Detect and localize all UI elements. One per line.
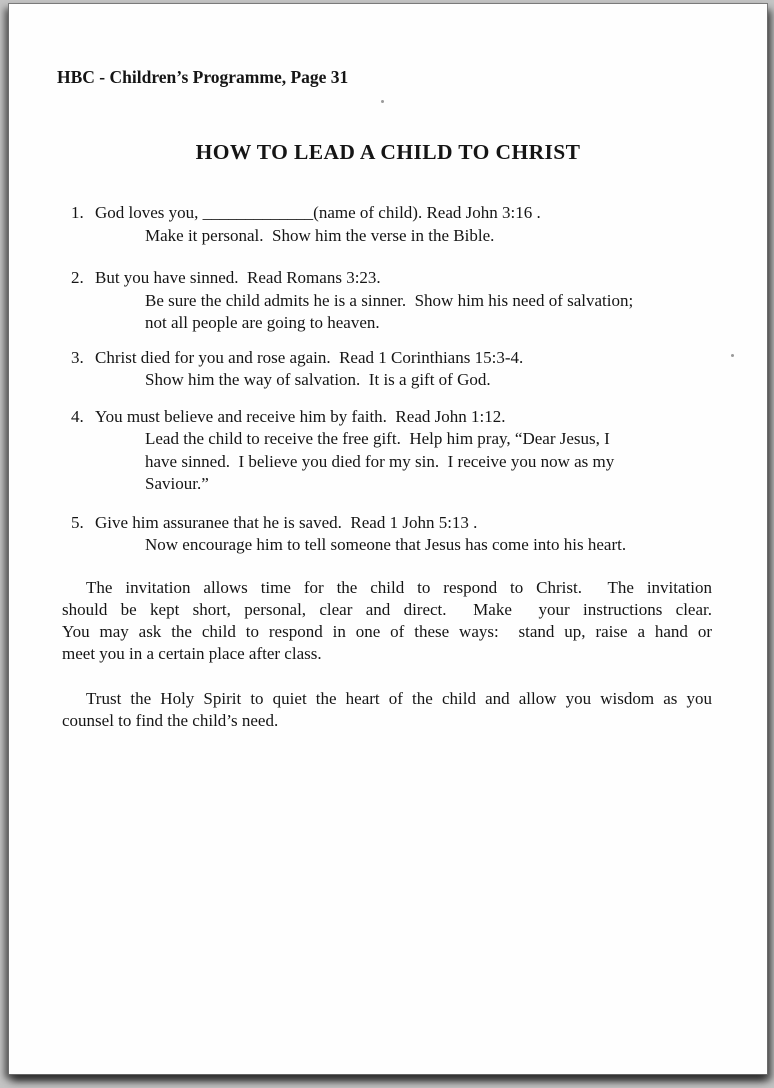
paragraph-trust: [62, 688, 712, 733]
list-item-3: [71, 347, 727, 392]
paragraph-line: counsel to find the child’s need.: [62, 710, 279, 730]
list-item-number: 3.: [71, 347, 84, 367]
list-item-lead: But you have sinned. Read Romans 3:23.: [95, 268, 381, 287]
list-item-detail: have sinned. I believe you died for my sin. I receive you now as my: [145, 451, 615, 471]
scan-speck: [381, 100, 384, 103]
list-item-number: 2.: [71, 268, 84, 287]
paragraph-line: meet you in a certain place after class.: [62, 644, 322, 664]
list-item-lead: God loves you, _____________(name of child). Read John 3:16 .: [95, 203, 541, 222]
list-item-1: [71, 202, 727, 247]
list-item-lead: You must believe and receive him by faith. Read John 1:12.: [95, 406, 506, 426]
numbered-list: [9, 202, 767, 557]
list-item-detail: Show him the way of salvation. It is a gift of God.: [145, 370, 491, 389]
paragraph-invitation: [62, 577, 712, 666]
list-item-number: 4.: [71, 406, 84, 426]
list-item-detail: Make it personal. Show him the verse in the Bible.: [145, 225, 495, 245]
document-page: [9, 4, 767, 1074]
page-header: HBC - Children’s Programme, Page 31: [57, 67, 349, 87]
list-item-number: 1.: [71, 203, 84, 222]
list-item-lead: Give him assuranee that he is saved. Read 1 John 5:13 .: [95, 512, 478, 532]
list-item-detail: Lead the child to receive the free gift. Help him pray, “Dear Jesus, I: [145, 429, 610, 448]
list-item-detail: Now encourage him to tell someone that Jesus has come into his heart.: [145, 535, 627, 554]
paragraph-line: You may ask the child to respond in one of these ways: stand up, raise a hand or: [62, 622, 712, 642]
list-item-detail: not all people are going to heaven.: [145, 313, 380, 332]
list-item-2: [71, 267, 727, 335]
paragraph-line: The invitation allows time for the child to respond to Christ. The invitation: [86, 577, 712, 597]
page-title: HOW TO LEAD A CHILD TO CHRIST: [195, 140, 581, 164]
scan-speck: [731, 354, 734, 357]
list-item-detail: Saviour.”: [145, 474, 209, 493]
paragraph-line: Trust the Holy Spirit to quiet the heart of the child and allow you wisdom as you: [86, 688, 712, 708]
paragraph-line: should be kept short, personal, clear and direct. Make your instructions clear.: [62, 599, 712, 619]
list-item-4: [71, 406, 727, 496]
list-item-lead: Christ died for you and rose again. Read 1 Corinthians 15:3-4.: [95, 347, 524, 367]
list-item-number: 5.: [71, 512, 84, 532]
list-item-detail: Be sure the child admits he is a sinner. Show him his need of salvation;: [145, 290, 634, 310]
list-item-5: [71, 512, 727, 557]
